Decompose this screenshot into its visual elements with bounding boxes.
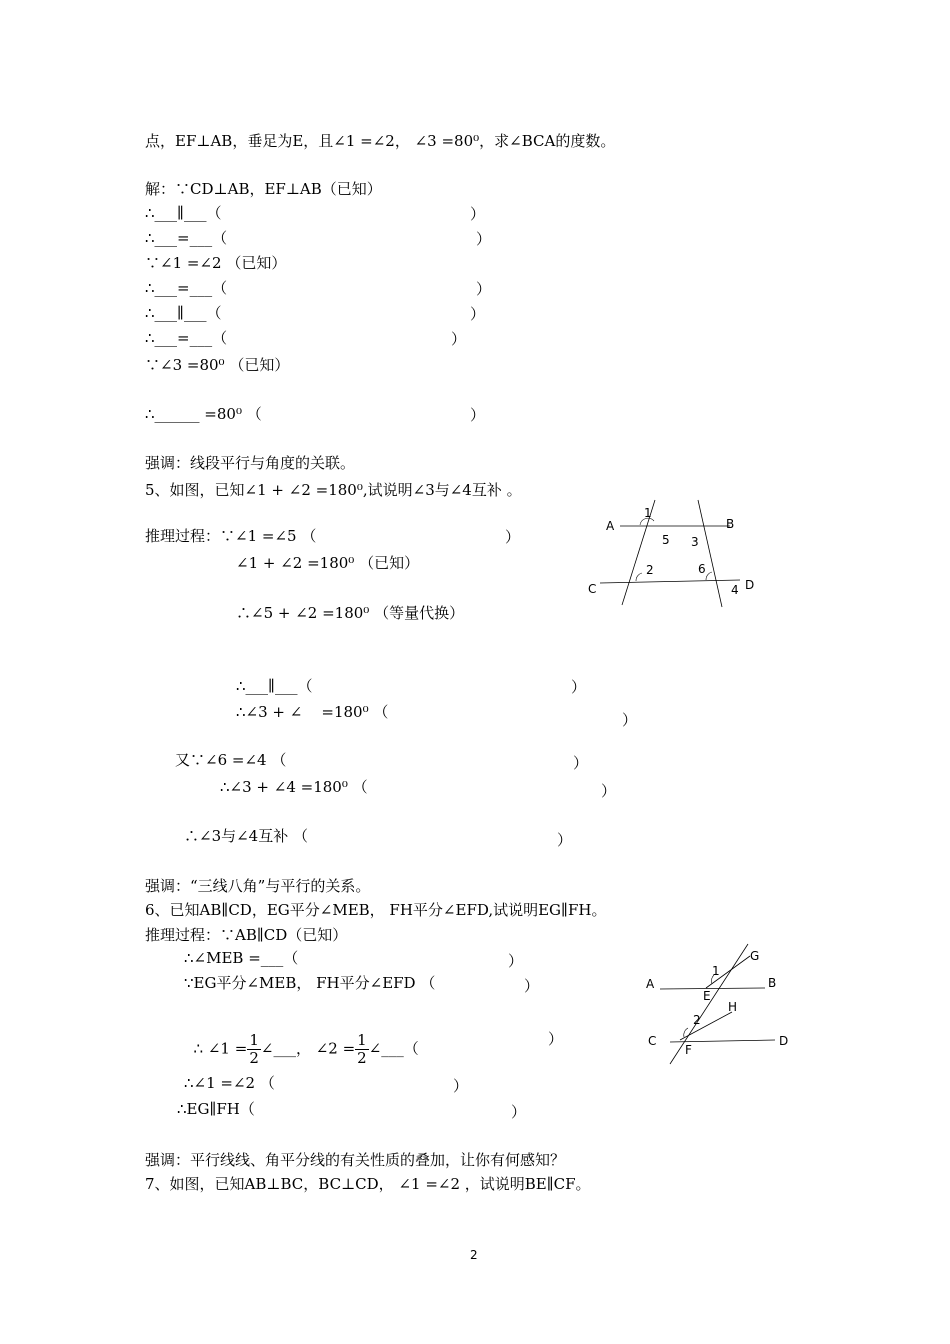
emphasis-note-3: 强调：平行线线、角平分线的有关性质的叠加，让你有何感知？ (145, 1151, 566, 1169)
half-fraction-2 (355, 1032, 369, 1067)
q6-reason-4-close: ） (453, 1077, 469, 1095)
page-number: 2 (470, 1248, 478, 1262)
emphasis-note-2: 强调：“三线八角”与平行的关系。 (145, 877, 371, 895)
fraction-denominator: 2 (249, 1049, 259, 1067)
q6-r3-middle: ___， ∠2 = (273, 1039, 356, 1058)
solution-line-3: ∵∠1 =∠2 （已知） (145, 254, 287, 272)
q5-reason-2: ∴∠5 + ∠2 =180⁰ （等量代换） (236, 604, 465, 622)
solution-line-0: 解：∵CD⊥AB，EF⊥AB（已知） (145, 180, 382, 198)
q6-fig-label-a: A (646, 977, 655, 991)
solution-line-1: ∴___∥___（ (145, 204, 222, 222)
q5-reason-0-close: ） (505, 528, 521, 546)
q5-fig-angle-1: 1 (644, 506, 652, 520)
solution-line-2: ∴___=___（ (145, 229, 228, 247)
q6-reason-1: ∴∠MEB =___（ (184, 949, 299, 967)
q6-fig-label-f: F (685, 1043, 692, 1057)
q6-fig-label-c: C (648, 1034, 657, 1048)
q7-title: 7、如图，已知AB⊥BC，BC⊥CD， ∠1 =∠2 ，试说明BE∥CF。 (145, 1175, 591, 1193)
q5-reason-3: ∴___∥___（ (236, 677, 313, 695)
solution-line-8-close: ） (470, 406, 486, 424)
q5-reason-7-close: ） (557, 831, 573, 849)
solution-line-5: ∴___∥___（ (145, 304, 222, 322)
fraction-numerator: 1 (357, 1031, 367, 1049)
q5-reason-4: ∴∠3 + ∠ =180⁰ （ (236, 703, 389, 721)
q5-fig-angle-4: 4 (731, 583, 739, 597)
q6-fig-angle-1: 1 (712, 964, 720, 978)
q5-fig-angle-3: 3 (691, 535, 699, 549)
solution-line-4-close: ） (476, 280, 492, 298)
q6-reason-3-close: ） (548, 1030, 564, 1048)
solution-line-6-close: ） (451, 330, 467, 348)
q6-figure (640, 942, 800, 1067)
solution-line-2-close: ） (476, 230, 492, 248)
q6-fig-label-d: D (779, 1034, 789, 1048)
q6-reason-2: ∵EG平分∠MEB， FH平分∠EFD （ (184, 974, 436, 992)
q6-reason-2-close: ） (524, 977, 540, 995)
q5-reason-1: ∠1 + ∠2 =180⁰ （已知） (236, 554, 420, 572)
q6-reason-3 (184, 1012, 419, 1067)
q5-reason-0: 推理过程：∵∠1 =∠5 （ (145, 527, 317, 545)
problem-continuation-text: 点，EF⊥AB，垂足为E，且∠1 =∠2， ∠3 =80⁰，求∠BCA的度数。 (145, 132, 616, 150)
solution-line-7: ∵∠3 =80⁰ （已知） (145, 356, 290, 374)
angle-symbol: ∠ (368, 1039, 382, 1058)
q6-r3-prefix: ∴ ∠1 = (193, 1039, 248, 1058)
q5-figure (580, 495, 770, 615)
q6-r3-tail: ___（ (381, 1039, 419, 1058)
solution-line-4: ∴___=___（ (145, 279, 228, 297)
q5-fig-angle-2: 2 (646, 563, 654, 577)
q6-reason-1-close: ） (508, 952, 524, 970)
q5-reason-4-close: ） (622, 711, 638, 729)
solution-line-5-close: ） (470, 305, 486, 323)
q6-title: 6、已知AB∥CD，EG平分∠MEB， FH平分∠EFD,试说明EG∥FH。 (145, 901, 607, 919)
q5-fig-angle-6: 6 (698, 562, 706, 576)
q6-fig-angle-2: 2 (693, 1013, 701, 1027)
q5-reason-5: 又∵∠6 =∠4 （ (175, 751, 287, 769)
q5-title: 5、如图，已知∠1 + ∠2 =180⁰,试说明∠3与∠4互补 。 (145, 481, 522, 499)
q6-fig-label-g: G (750, 949, 760, 963)
angle-symbol: ∠ (260, 1039, 274, 1058)
q6-fig-label-h: H (728, 1000, 738, 1014)
q5-fig-label-d: D (745, 578, 755, 592)
emphasis-note-1: 强调：线段平行与角度的关联。 (145, 454, 356, 472)
fraction-denominator: 2 (357, 1049, 367, 1067)
q6-fig-label-e: E (703, 989, 711, 1003)
q5-reason-6-close: ） (601, 782, 617, 800)
q5-reason-3-close: ） (571, 678, 587, 696)
q5-fig-label-a: A (606, 519, 615, 533)
q6-reason-5: ∴EG∥FH（ (177, 1100, 255, 1118)
q6-reason-0: 推理过程：∵AB∥CD（已知） (145, 926, 348, 944)
q6-reason-5-close: ） (511, 1103, 527, 1121)
q5-fig-label-b: B (726, 517, 735, 531)
solution-line-8: ∴______ =80⁰ （ (145, 405, 262, 423)
q5-reason-5-close: ） (573, 754, 589, 772)
solution-line-1-close: ） (470, 205, 486, 223)
q5-fig-angle-5: 5 (662, 533, 670, 547)
fraction-numerator: 1 (249, 1031, 259, 1049)
q5-reason-6: ∴∠3 + ∠4 =180⁰ （ (220, 778, 368, 796)
q5-reason-7: ∴∠3与∠4互补 （ (184, 827, 308, 845)
q5-fig-label-c: C (588, 582, 597, 596)
solution-line-6: ∴___=___（ (145, 329, 228, 347)
q6-reason-4: ∴∠1 =∠2 （ (184, 1074, 275, 1092)
half-fraction-1 (247, 1032, 261, 1067)
q6-fig-label-b: B (768, 976, 777, 990)
